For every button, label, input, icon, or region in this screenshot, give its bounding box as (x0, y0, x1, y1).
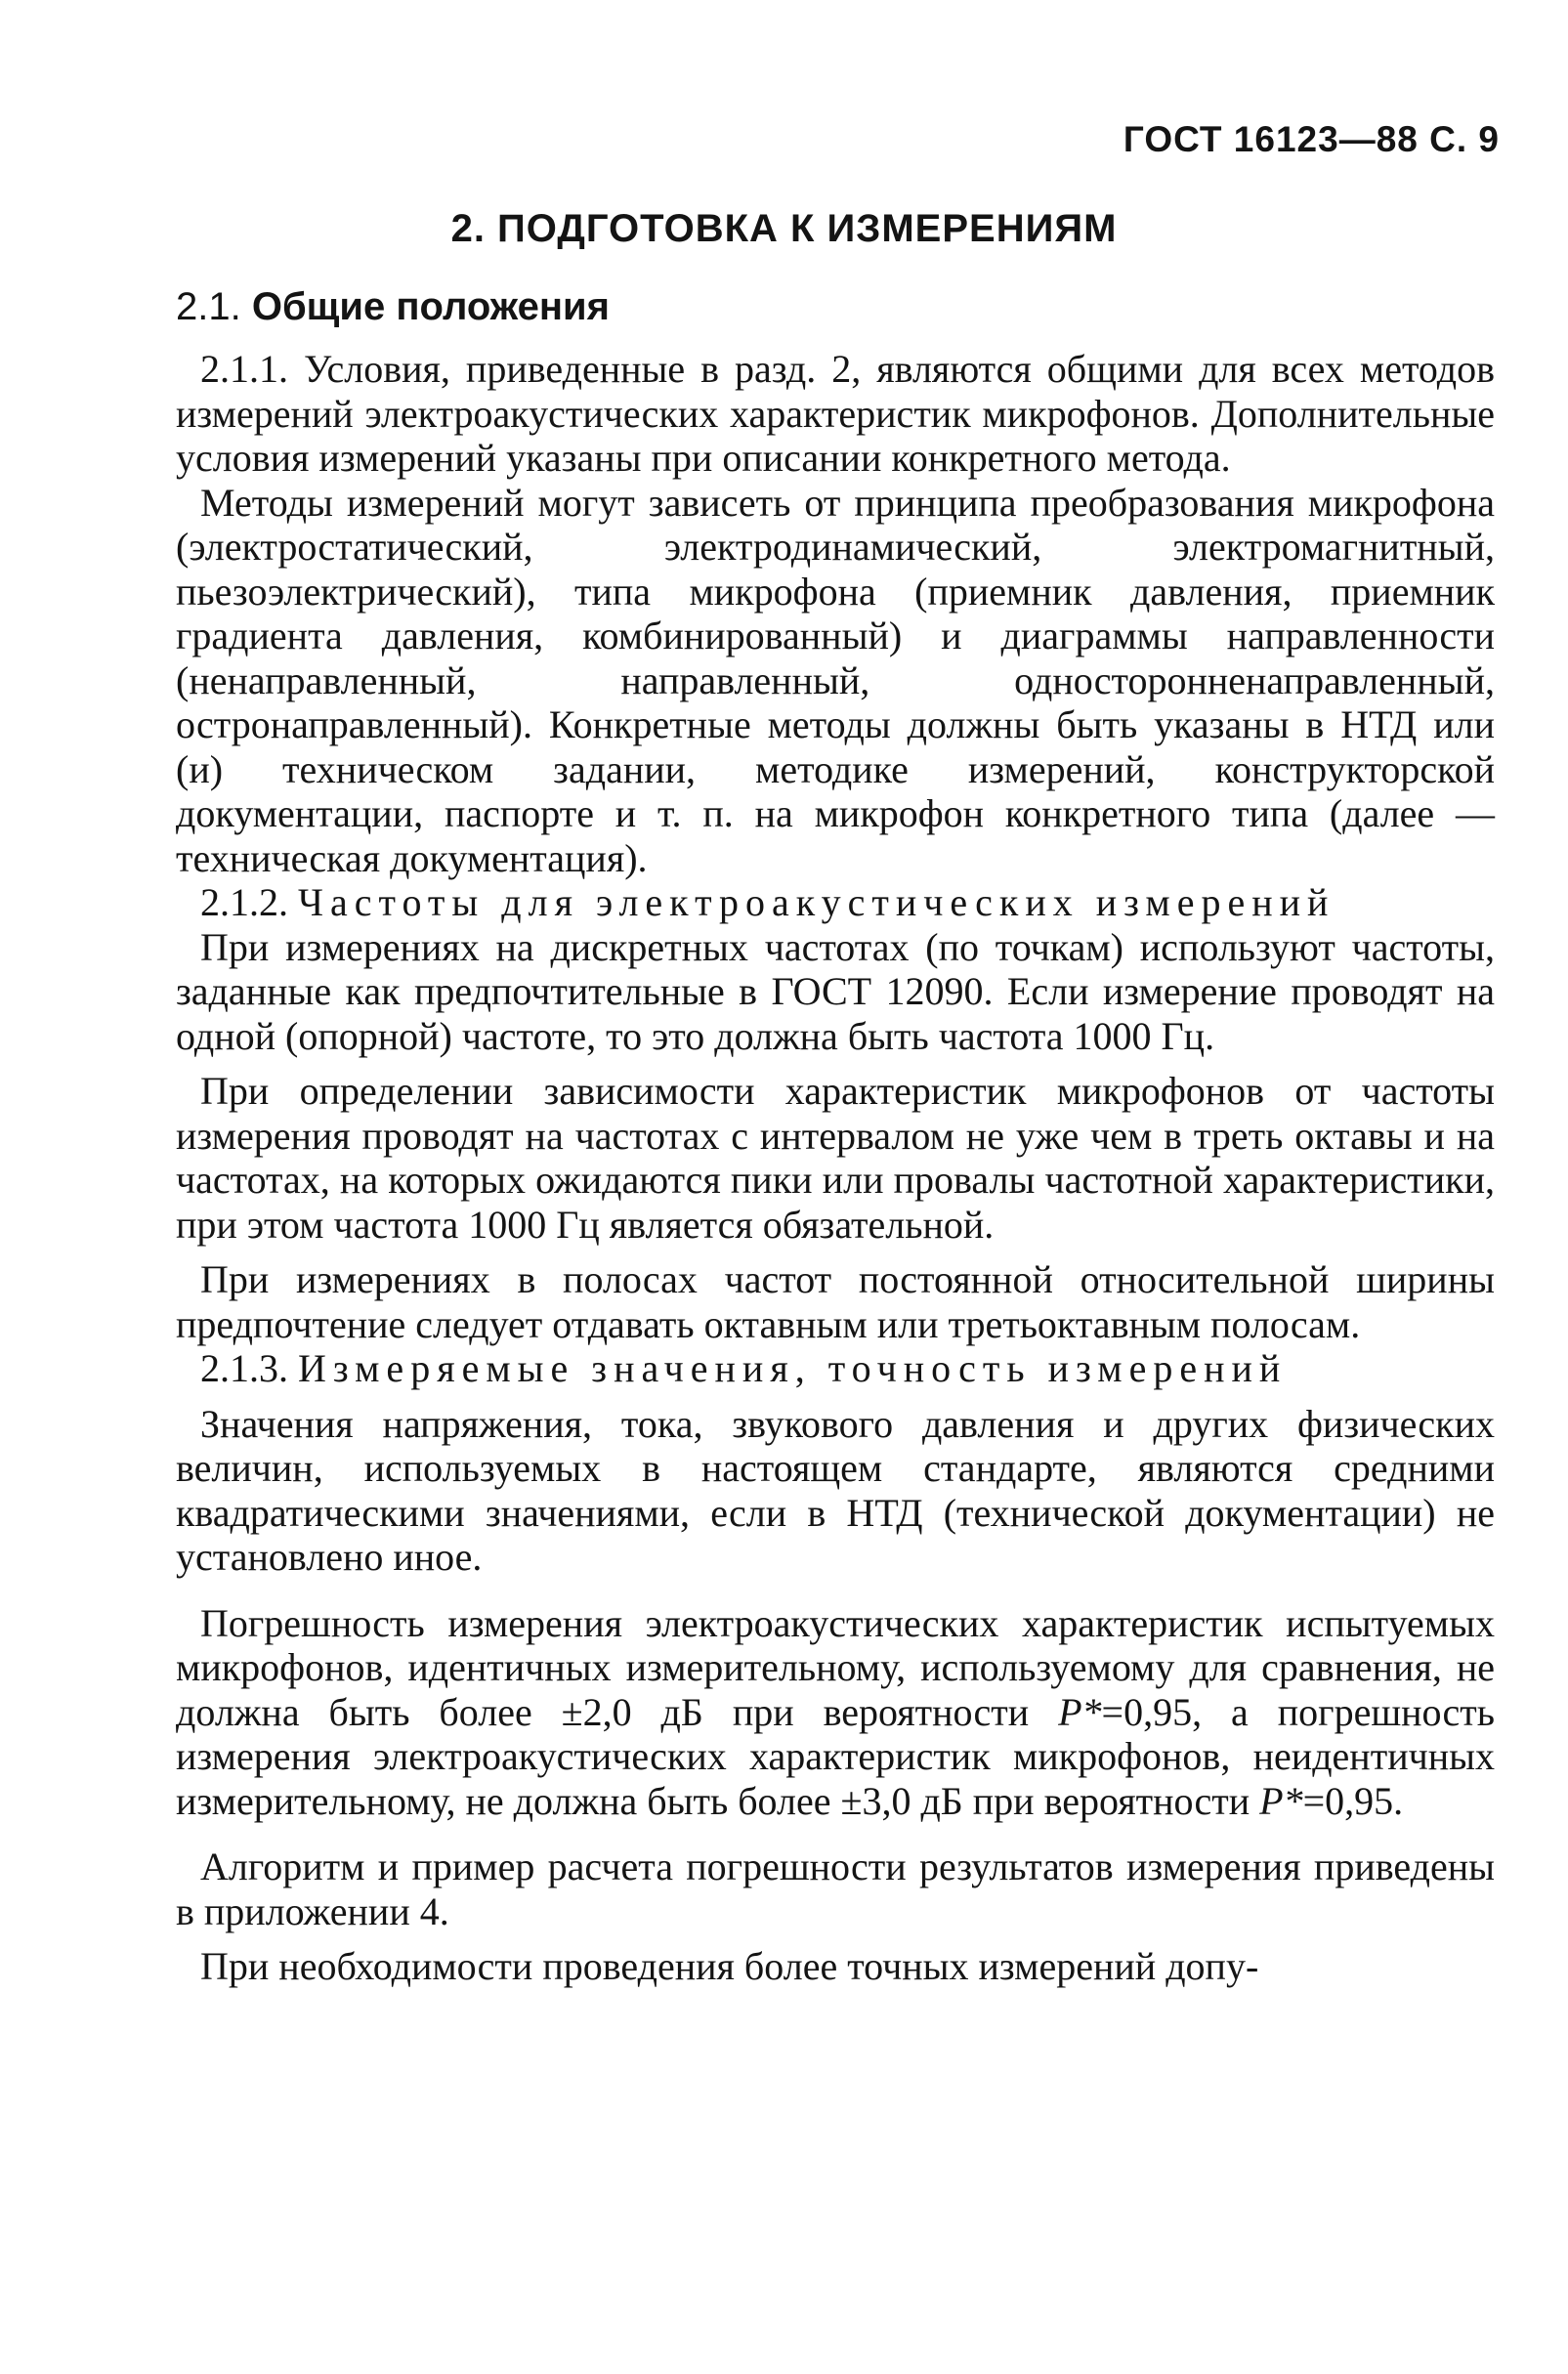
heading-2-1-3 (176, 1346, 1495, 1391)
paragraph-frequency-bands: При измерениях в полосах частот постоянной относительной ширины предпочтение следует отдавать октавным или третьоктавным полосам. (176, 1257, 1495, 1346)
section-title: 2. ПОДГОТОВКА К ИЗМЕРЕНИЯМ (450, 207, 1118, 250)
paragraph-measurement-error (176, 1601, 1495, 1824)
paragraph-methods: Методы измерений могут зависеть от принципа преобразования микрофона (электростатический, электродинамический, электромагнитный, пьезоэлектрический), типа микрофона (приемник давления, приемник градиента давления, комбинированный) и диаграммы направленности (ненаправленный, направленный, односторонненаправленный, остронаправленный). Конкретные методы должны быть указаны в НТД или (и) техническом задании, методике измерений, конструкторской документации, паспорте и т. п. на микрофон конкретного типа (далее — техническая документация). (176, 480, 1495, 880)
paragraph-more-precise: При необходимости проведения более точных измерений допу- (200, 1944, 1259, 1988)
error-text-part-1: Погрешность измерения электроакустических характеристик испытуемых микрофонов, идентичных измерительному, используемому для сравнения, не должна быть более ±2,0 дБ при вероятности (176, 1600, 1495, 1734)
error-text-part-3: =0,95. (1302, 1778, 1404, 1823)
subsection-title (176, 285, 610, 329)
subsection-number: 2.1. (176, 285, 241, 328)
error-text-part-2: =0,95, а погрешность измерения электроакустических характеристик микрофонов, неидентичных измерительному, не должна быть более ±3,0 дБ при вероятности (176, 1689, 1495, 1823)
paragraph-frequency-dependence: При определении зависимости характеристик микрофонов от частоты измерения проводят на частотах с интервалом не уже чем в треть октавы и на частотах, на которых ожидаются пики или провалы частотной характеристики, при этом частота 1000 Гц является обязательной. (176, 1069, 1495, 1247)
page-header: ГОСТ 16123—88 С. 9 (1123, 119, 1500, 159)
subsection-text: Общие положения (251, 285, 610, 328)
heading-2-1-3-title: Измеряемые значения, точность измерений (298, 1346, 1288, 1390)
paragraph-discrete-frequencies: При измерениях на дискретных частотах (по точкам) используют частоты, заданные как предпочтительные в ГОСТ 12090. Если измерение проводят на одной (опорной) частоте, то это должна быть частота 1000 Гц. (176, 924, 1495, 1058)
heading-2-1-3-number: 2.1.3. (200, 1346, 288, 1390)
heading-2-1-2 (176, 880, 1495, 925)
paragraph-2-1-1: 2.1.1. Условия, приведенные в разд. 2, являются общими для всех методов измерений электроакустических характеристик микрофонов. Дополнительные условия измерений указаны при описании конкретного метода. (176, 347, 1495, 480)
probability-variable: P* (1259, 1778, 1303, 1823)
paragraph-rms-values: Значения напряжения, тока, звукового давления и других физических величин, используемых в настоящем стандарте, являются средними квадратическими значениями, если в НТД (технической документации) не установлено иное. (176, 1401, 1495, 1579)
heading-2-1-2-title: Частоты для электроакустических измерений (298, 880, 1335, 924)
probability-variable: P* (1058, 1689, 1102, 1734)
paragraph-algorithm: Алгоритм и пример расчета погрешности результатов измерения приведены в приложении 4. (176, 1844, 1495, 1933)
heading-2-1-2-number: 2.1.2. (200, 880, 288, 924)
body-text (176, 347, 1495, 1989)
